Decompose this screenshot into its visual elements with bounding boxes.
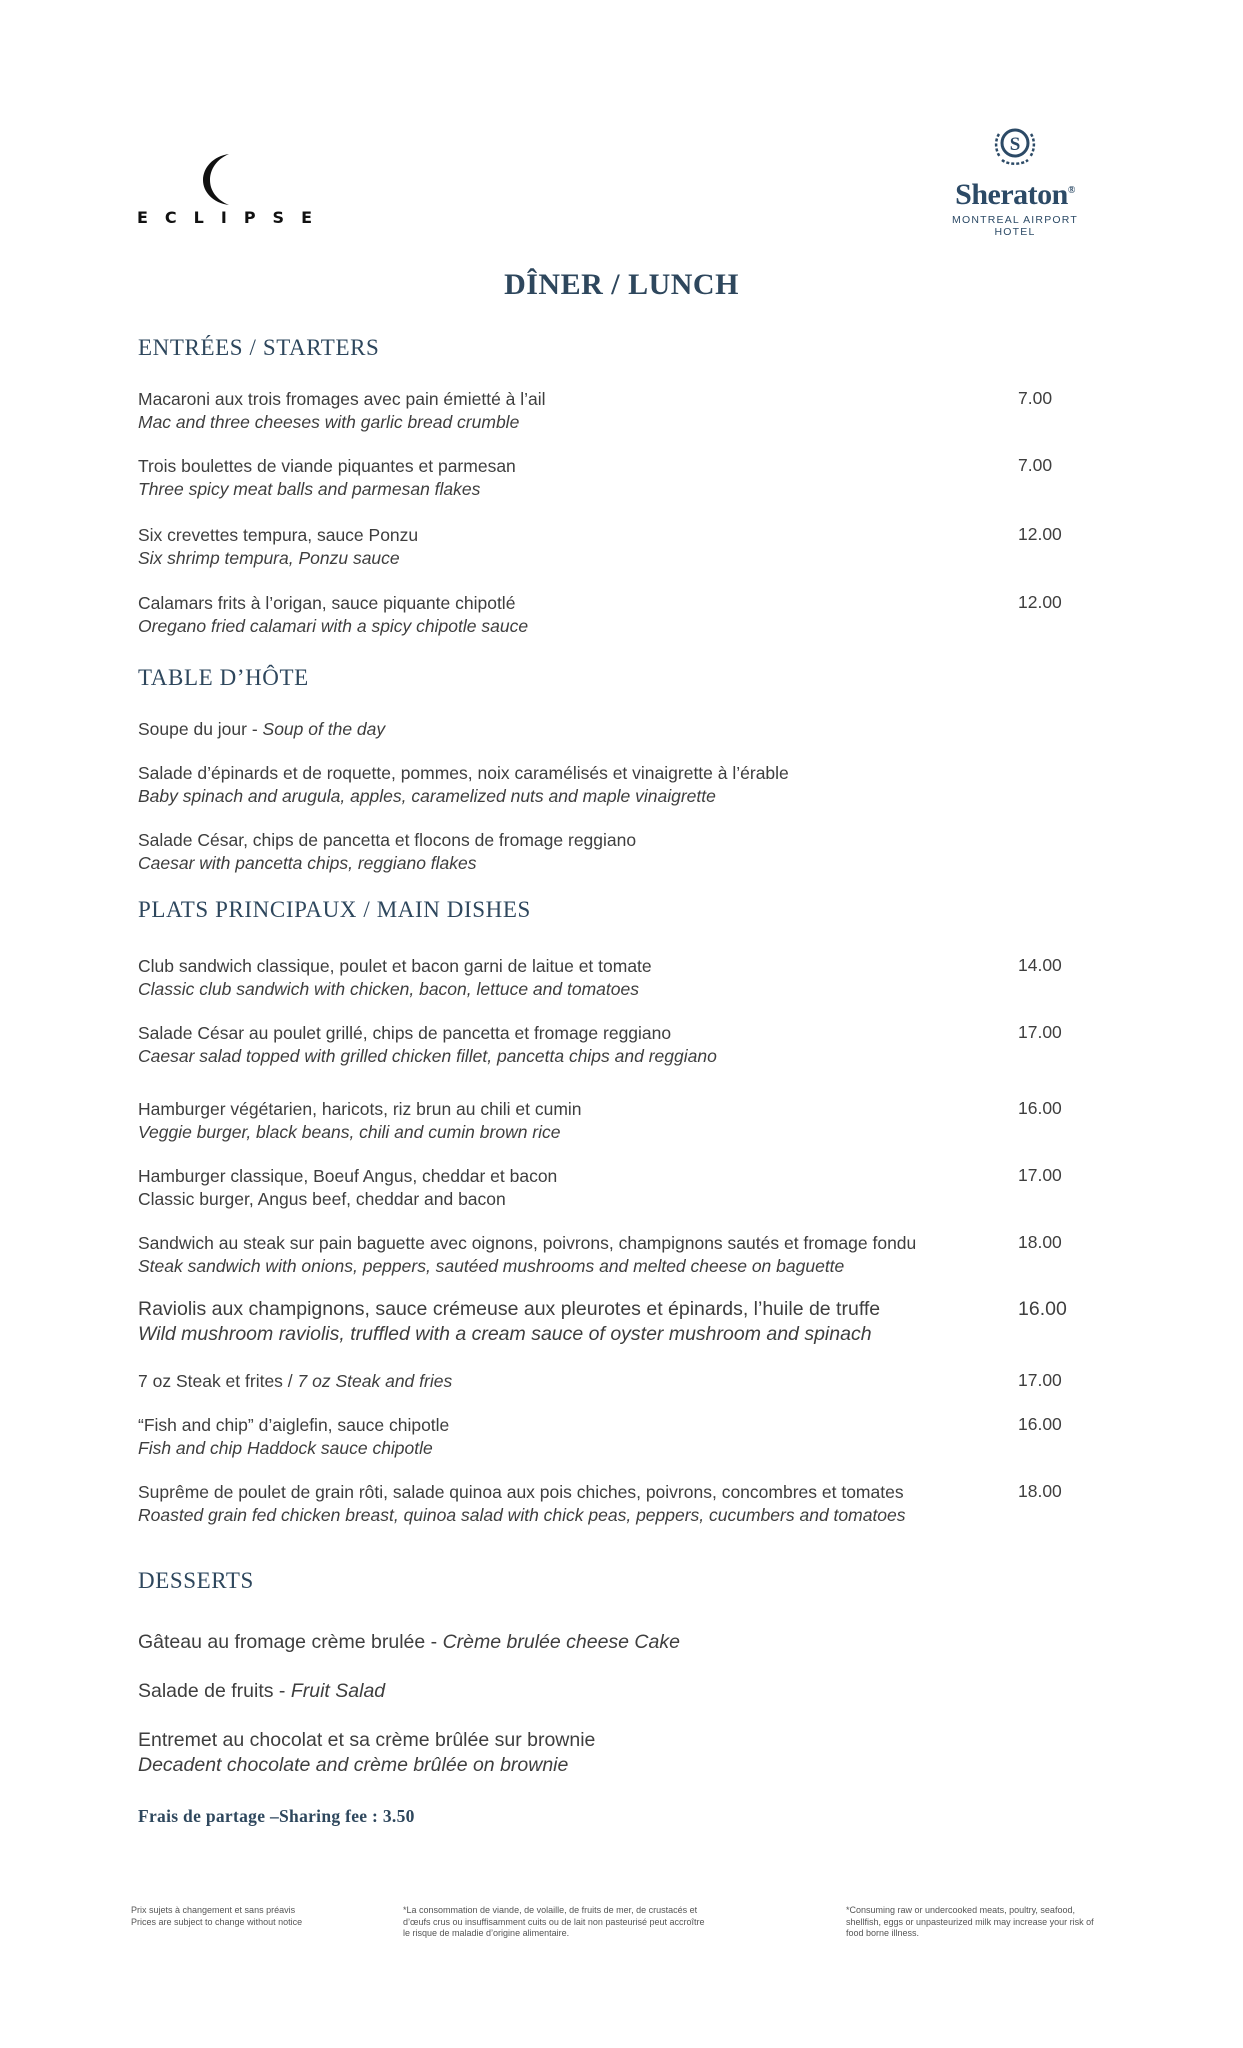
item-price: 17.00 (1018, 1370, 1062, 1390)
footer-line: d’œufs crus ou insuffisamment cuits ou de lait non pasteurisé peut accroître (403, 1916, 705, 1927)
section-heading-starters: ENTRÉES / STARTERS (138, 335, 380, 360)
item-name-en: Steak sandwich with onions, peppers, sautéed mushrooms and melted cheese on baguette (138, 1256, 845, 1276)
sheraton-subtitle: MONTREAL AIRPORT HOTEL (952, 214, 1078, 238)
menu-item (138, 1414, 1098, 1460)
footer-line: food borne illness. (846, 1928, 920, 1938)
item-name-fr: “Fish and chip” d’aiglefin, sauce chipotle (138, 1415, 450, 1435)
menu-item (138, 1098, 1098, 1144)
item-name-fr: Hamburger végétarien, haricots, riz brun au chili et cumin (138, 1099, 582, 1119)
item-name-fr: Soupe du jour - (138, 719, 263, 739)
item-name-en: Soup of the day (262, 719, 386, 739)
footer-health-notice-en (846, 1905, 1166, 1940)
sheraton-laurel-emblem-icon (990, 122, 1040, 168)
sharing-fee: Frais de partage –Sharing fee : 3.50 (138, 1806, 415, 1826)
item-price: 17.00 (1018, 1022, 1062, 1042)
item-name-en: Caesar with pancetta chips, reggiano flakes (138, 853, 477, 873)
item-name-en: Fruit Salad (290, 1680, 386, 1702)
item-price: 18.00 (1018, 1481, 1062, 1501)
eclipse-wordmark: ECLIPSE (137, 208, 329, 227)
item-name-fr: Six crevettes tempura, sauce Ponzu (138, 525, 419, 545)
item-price: 12.00 (1018, 592, 1062, 612)
item-name-fr: Raviolis aux champignons, sauce crémeuse aux pleurotes et épinards, l’huile de truffe (138, 1298, 881, 1320)
item-name-en: Classic burger, Angus beef, cheddar and bacon (138, 1189, 506, 1209)
item-name-fr: Trois boulettes de viande piquantes et parmesan (138, 456, 516, 476)
menu-item (138, 1481, 1098, 1527)
item-name-fr: Sandwich au steak sur pain baguette avec oignons, poivrons, champignons sautés et fromage fondu (138, 1233, 917, 1253)
item-name-en: Mac and three cheeses with garlic bread crumble (138, 412, 520, 432)
footer-price-notice (131, 1905, 371, 1928)
menu-item (138, 1679, 1098, 1704)
menu-item (138, 1022, 1098, 1068)
menu-item (138, 829, 1098, 875)
section-heading-main-dishes: PLATS PRINCIPAUX / MAIN DISHES (138, 897, 531, 922)
crescent-moon-icon (195, 150, 249, 208)
item-name-fr: Entremet au chocolat et sa crème brûlée sur brownie (138, 1729, 596, 1751)
sheraton-logo (930, 122, 1100, 242)
item-name-en: Six shrimp tempura, Ponzu sauce (138, 548, 400, 568)
item-name-en: Baby spinach and arugula, apples, caramelized nuts and maple vinaigrette (138, 786, 716, 806)
menu-item (138, 592, 1098, 638)
item-name-fr: Hamburger classique, Boeuf Angus, cheddar et bacon (138, 1166, 558, 1186)
item-name-en: Roasted grain fed chicken breast, quinoa salad with chick peas, peppers, cucumbers and tomatoes (138, 1505, 906, 1525)
menu-item (138, 455, 1098, 501)
menu-item (138, 762, 1098, 808)
item-name-en: Oregano fried calamari with a spicy chipotle sauce (138, 616, 529, 636)
sheraton-name: Sheraton (955, 178, 1068, 211)
menu-title: DÎNER / LUNCH (504, 268, 739, 301)
menu-item (138, 1370, 1098, 1393)
item-name-en: Wild mushroom raviolis, truffled with a cream sauce of oyster mushroom and spinach (138, 1323, 872, 1345)
item-name-en: Classic club sandwich with chicken, bacon, lettuce and tomatoes (138, 979, 639, 999)
item-name-fr: Salade de fruits - (138, 1680, 291, 1702)
item-name-fr: Salade César au poulet grillé, chips de pancetta et fromage reggiano (138, 1023, 672, 1043)
menu-item (138, 955, 1098, 1001)
item-name-en: Fish and chip Haddock sauce chipotle (138, 1438, 433, 1458)
menu-item (138, 718, 1098, 741)
section-heading-table-hote: TABLE D’HÔTE (138, 665, 309, 690)
item-price: 18.00 (1018, 1232, 1062, 1252)
item-name-fr: Salade d’épinards et de roquette, pommes, noix caramélisés et vinaigrette à l’érable (138, 763, 789, 783)
item-price: 16.00 (1018, 1414, 1062, 1434)
item-price: 16.00 (1018, 1098, 1062, 1118)
menu-item (138, 1728, 1098, 1778)
footer-line: le risque de maladie d’origine alimentaire. (403, 1928, 570, 1938)
item-price: 16.00 (1018, 1298, 1067, 1320)
eclipse-logo (137, 150, 329, 230)
footer-line: Prix sujets à changement et sans préavis (131, 1905, 296, 1915)
item-name-fr: 7 oz Steak et frites / (138, 1371, 298, 1391)
menu-item (138, 388, 1098, 434)
footer-line: shellfish, eggs or unpasteurized milk may increase your risk of (846, 1916, 1094, 1927)
item-price: 14.00 (1018, 955, 1062, 975)
menu-item (138, 1297, 1098, 1347)
item-name-en: Three spicy meat balls and parmesan flakes (138, 479, 481, 499)
footer-line: *La consommation de viande, de volaille, de fruits de mer, de crustacés et (403, 1905, 698, 1915)
item-name-en: Veggie burger, black beans, chili and cumin brown rice (138, 1122, 561, 1142)
item-price: 17.00 (1018, 1165, 1062, 1185)
item-name-fr: Club sandwich classique, poulet et bacon garni de laitue et tomate (138, 956, 652, 976)
sheraton-emblem-letter: S (1009, 134, 1021, 155)
item-price: 7.00 (1018, 388, 1053, 408)
item-name-fr: Gâteau au fromage crème brulée - (138, 1631, 443, 1653)
item-name-fr: Calamars frits à l’origan, sauce piquante chipotlé (138, 593, 516, 613)
footer-line: *Consuming raw or undercooked meats, poultry, seafood, (846, 1905, 1075, 1915)
item-price: 7.00 (1018, 455, 1053, 475)
item-name-fr: Salade César, chips de pancetta et flocons de fromage reggiano (138, 830, 637, 850)
menu-item (138, 524, 1098, 570)
registered-mark-icon: ® (1067, 185, 1075, 196)
footer-line: Prices are subject to change without notice (131, 1916, 303, 1927)
menu-item (138, 1165, 1098, 1211)
item-price: 12.00 (1018, 524, 1062, 544)
item-name-fr: Suprême de poulet de grain rôti, salade quinoa aux pois chiches, poivrons, concombres et tomates (138, 1482, 904, 1502)
item-name-en: Caesar salad topped with grilled chicken fillet, pancetta chips and reggiano (138, 1046, 717, 1066)
section-heading-desserts: DESSERTS (138, 1568, 254, 1593)
footer-health-notice-fr (403, 1905, 783, 1940)
menu-item (138, 1232, 1098, 1278)
item-name-en: 7 oz Steak and fries (297, 1371, 453, 1391)
item-name-en: Crème brulée cheese Cake (442, 1631, 680, 1653)
item-name-fr: Macaroni aux trois fromages avec pain émietté à l’ail (138, 389, 546, 409)
item-name-en: Decadent chocolate and crème brûlée on brownie (138, 1754, 569, 1776)
menu-item (138, 1630, 1098, 1655)
